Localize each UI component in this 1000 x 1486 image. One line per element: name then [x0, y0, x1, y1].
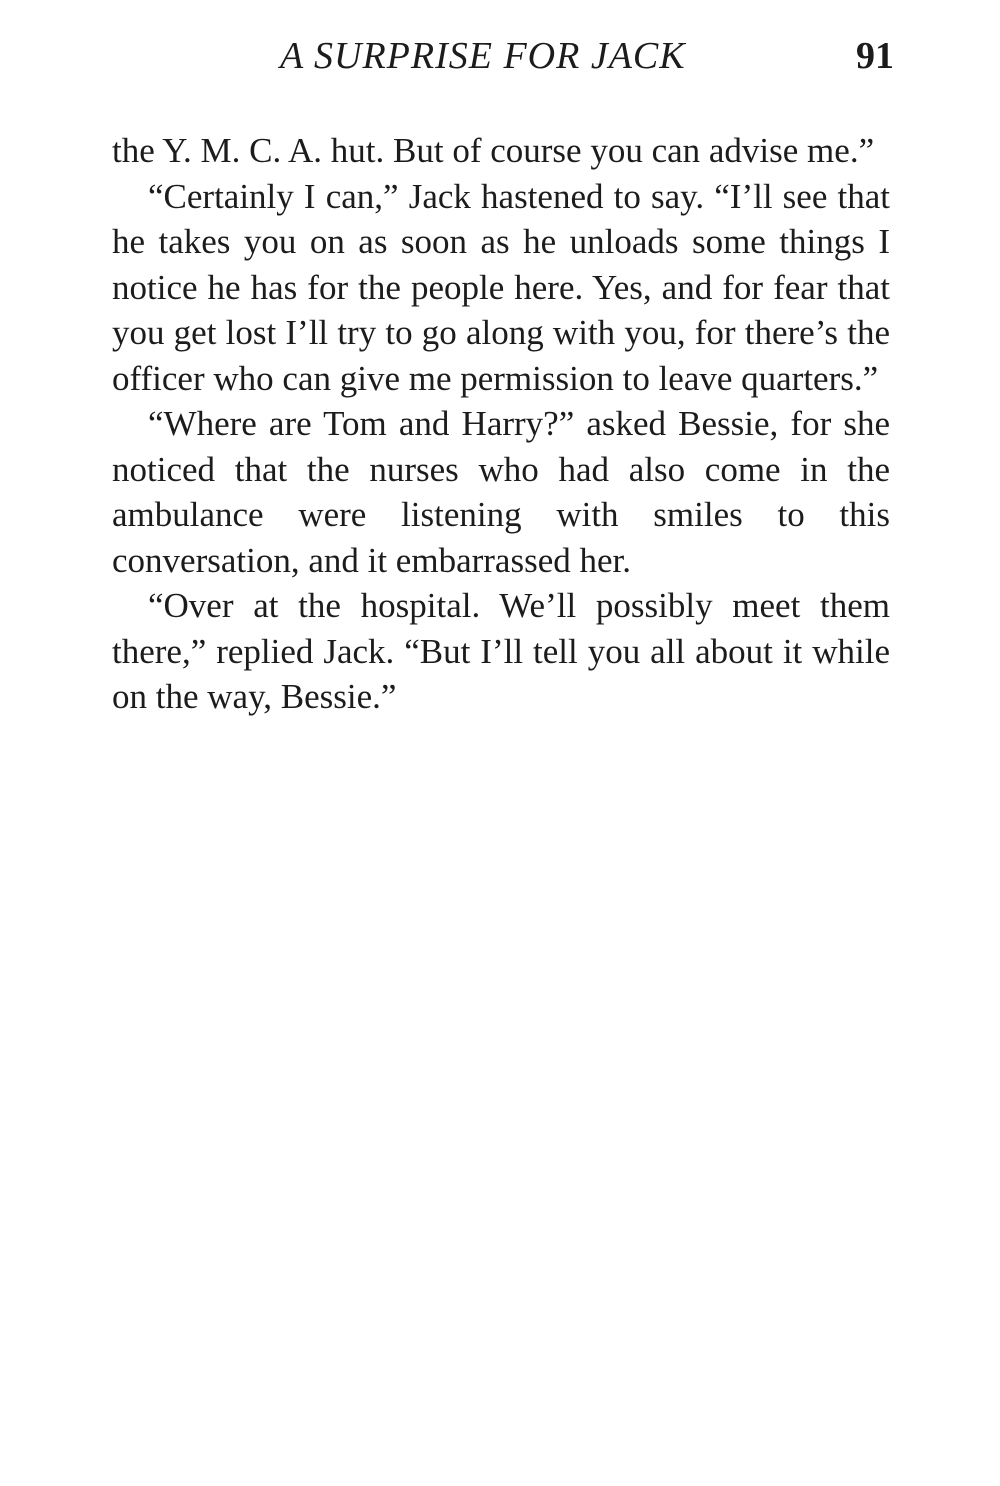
- paragraph: “Where are Tom and Harry?” asked Bessie, for she noticed that the nurses who had also come in the ambulance were listening with smiles to this conversation, and it embarrassed her.: [112, 404, 890, 580]
- running-title: A SURPRISE FOR JACK: [280, 35, 686, 77]
- paragraph: “Certainly I can,” Jack hastened to say. “I’ll see that he takes you on as soon as he unloads some things I notice he has for the people here. Yes, and for fear that you get lost I’ll try to go along with you, for there’s the officer who can give me permission to leave quarters.”: [112, 176, 890, 398]
- paragraph-continuation: the Y. M. C. A. hut. But of course you can advise me.”: [112, 131, 875, 170]
- running-head: [112, 34, 894, 90]
- page-number: 91: [856, 35, 894, 77]
- body-text: [112, 128, 890, 720]
- paragraph: “Over at the hospital. We’ll possibly meet them there,” replied Jack. “But I’ll tell you all about it while on the way, Bessie.”: [112, 586, 890, 716]
